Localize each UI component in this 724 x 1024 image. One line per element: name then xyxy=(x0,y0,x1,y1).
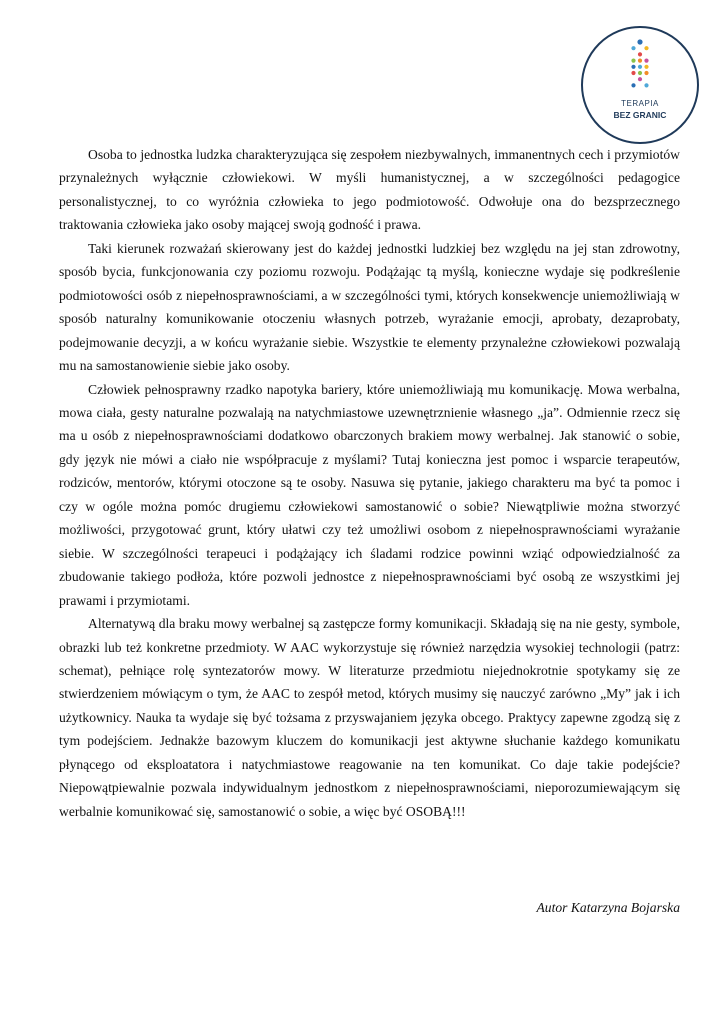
logo-dot xyxy=(631,65,635,69)
paragraph-2: Taki kierunek rozważań skierowany jest do każdej jednostki ludzkiej bez względu na jej stan zdrowotny, sposób bycia, funkcjonowania czy poziomu rozwoju. Podążając tą myślą, konieczne wydaje się podkreślenie podmiotowości osób z niepełnosprawnościami, a w szczególności tymi, których konsekwencje uniemożliwiają w sposób naturalny komunikowanie otoczeniu własnych potrzeb, wyrażanie emocji, aprobaty, dezaprobaty, podejmowanie decyzji, a w końcu wyrażanie siebie. Wszystkie te elementy przynależne człowiekowi pozwalają mu na samostanowienie siebie jako osoby. xyxy=(59,240,680,374)
logo-dot xyxy=(638,77,642,81)
author-signature: Autor Katarzyna Bojarska xyxy=(536,900,680,915)
paragraph-4: Alternatywą dla braku mowy werbalnej są zastępcze formy komunikacji. Składają się na nie gesty, symbole, obrazki lub też konkretne przedmioty. W AAC wykorzystuje się również narzędzia wysokiej technologii (patrz: schemat), pełniące rolę syntezatorów mowy. W literaturze przedmiotu niejednokrotnie spotykamy się ze stwierdzeniem mówiącym o tym, że AAC to zespół metod, których musimy się nauczyć zarówno „My” jak i ich użytkownicy. Nauka ta wydaje się być tożsama z przyswajaniem języka obcego. Praktycy zapewne zgodzą się z tym podejściem. Jednakże bazowym kluczem do komunikacji jest aktywne słuchanie każdego komunikatu płynącego od eksploatatora i natychmiastowe reagowanie na ten komunikat. Co daje takie podejście? Niepowątpiewalnie pozwala indywidualnym jednostkom z niepełnosprawnościami, nieporozumiewającym się werbalnie komunikować się, samostanowić o sobie, a więc być OSOBĄ!!! xyxy=(59,616,680,819)
logo-dot xyxy=(637,39,642,44)
paragraph-1: Osoba to jednostka ludzka charakteryzująca się zespołem niezbywalnych, immanentnych cech i przymiotów przynależnych wyłącznie człowiekowi. W myśli humanistycznej, a w szczególności pedagogice personalistycznej, to co wyróżnia człowieka to jego podmiotowość. Odwołuje ona do bezsprzecznego traktowania człowieka jako osoby mającej swoją godność i prawa. xyxy=(59,147,680,233)
logo-dot xyxy=(644,71,648,75)
logo-dot xyxy=(638,52,642,56)
logo-line-1: TERAPIA xyxy=(621,99,659,108)
logo-dot xyxy=(638,65,642,69)
paragraph-3: Człowiek pełnosprawny rzadko napotyka bariery, które uniemożliwiają mu komunikację. Mowa werbalna, mowa ciała, gesty naturalne pozwalają na natychmiastowe uzewnętrznienie własnego „ja”. Odmiennie rzecz się ma u osób z niepełnosprawnościami dodatkowo obarczonych brakiem mowy werbalnej. Jak stanowić o sobie, gdy język nie mówi a ciało nie współpracuje z myślami? Tutaj konieczna jest pomoc i wsparcie terapeutów, rodziców, mentorów, którymi otoczone są te osoby. Nasuwa się pytanie, jakiego charakteru ma być ta pomoc i czy w ogóle można pomóc drugiemu człowiekowi samostanowić o sobie? Niewątpliwie można stworzyć możliwości, przygotować grunt, który ułatwi czy też umożliwi osobom z niepełnosprawnościami wyrażanie siebie. W szczególności terapeuci i podążający ich śladami rodzice powinni wziąć odpowiedzialność za zbudowanie takiego podłoża, które pozwoli jednostce z niepełnosprawnościami być osobą ze wszystkimi jej prawami i przymiotami. xyxy=(59,381,680,608)
logo-dots-icon xyxy=(583,28,697,142)
logo-dot xyxy=(631,46,635,50)
logo-dot xyxy=(644,46,648,50)
logo-dot xyxy=(638,59,642,63)
logo-dot xyxy=(631,71,635,75)
logo-line-2: BEZ GRANIC xyxy=(613,110,667,120)
logo-dot xyxy=(631,59,635,63)
document-body xyxy=(59,143,680,823)
logo-dot xyxy=(631,83,635,87)
logo-dot xyxy=(644,65,648,69)
logo-dot xyxy=(638,71,642,75)
terapia-bez-granic-logo xyxy=(581,26,699,144)
logo-dot xyxy=(644,83,648,87)
logo-dot xyxy=(644,59,648,63)
